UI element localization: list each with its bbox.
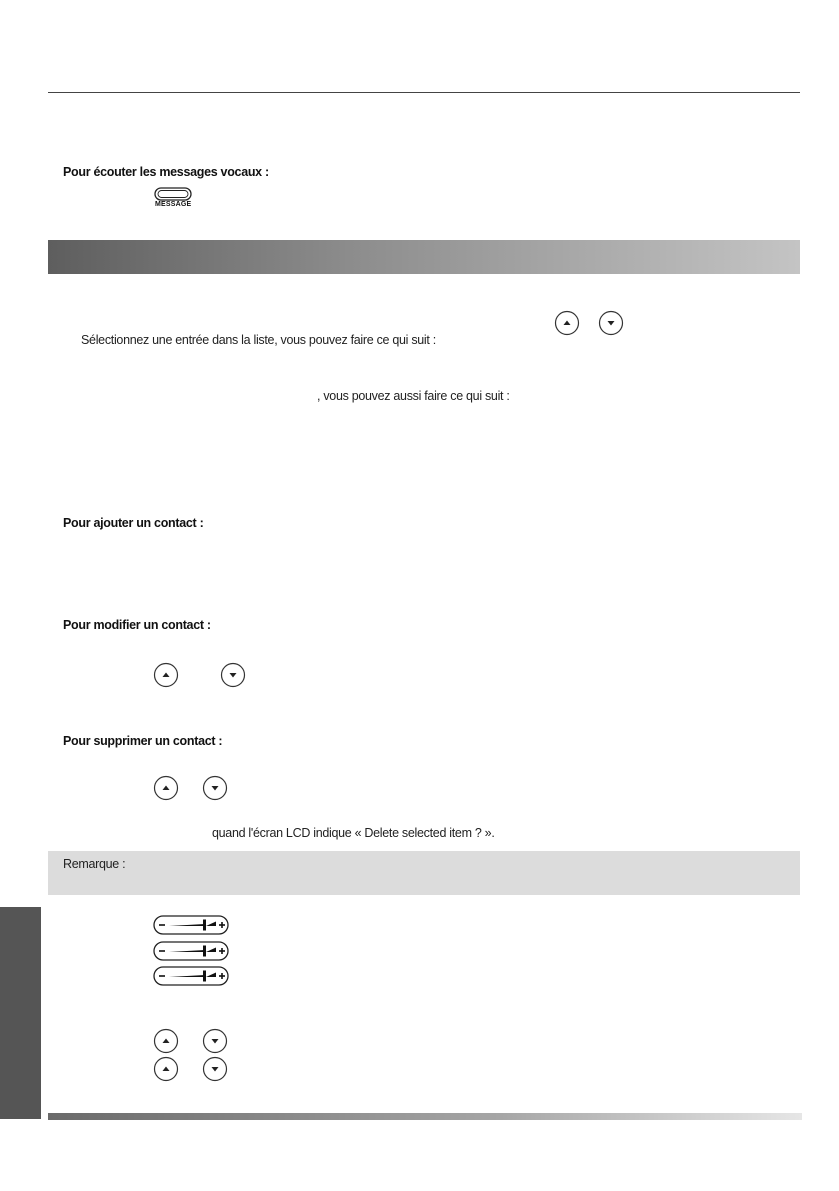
volume-key-icon bbox=[153, 966, 229, 986]
heading-voicemail: Pour écouter les messages vocaux : bbox=[63, 165, 269, 179]
heading-add-contact: Pour ajouter un contact : bbox=[63, 516, 204, 530]
up-arrow-key-icon bbox=[554, 310, 580, 336]
note-label: Remarque : bbox=[63, 857, 126, 871]
footer-bar bbox=[48, 1113, 802, 1120]
volume-key-icon bbox=[153, 915, 229, 935]
down-arrow-key-icon bbox=[202, 1028, 228, 1054]
heading-edit-contact: Pour modifier un contact : bbox=[63, 618, 211, 632]
section-header-bar bbox=[48, 240, 800, 274]
up-arrow-key-icon bbox=[153, 662, 179, 688]
heading-delete-contact: Pour supprimer un contact : bbox=[63, 734, 223, 748]
side-tab bbox=[0, 907, 41, 1119]
note-box bbox=[48, 851, 800, 895]
text-lcd-prompt: quand l'écran LCD indique « Delete selected item ? ». bbox=[212, 826, 495, 840]
down-arrow-key-icon bbox=[220, 662, 246, 688]
down-arrow-key-icon bbox=[202, 1056, 228, 1082]
volume-key-icon bbox=[153, 941, 229, 961]
up-arrow-key-icon bbox=[153, 1056, 179, 1082]
down-arrow-key-icon bbox=[202, 775, 228, 801]
down-arrow-key-icon bbox=[598, 310, 624, 336]
text-also-do: , vous pouvez aussi faire ce qui suit : bbox=[317, 389, 510, 403]
text-select-entry: Sélectionnez une entrée dans la liste, vous pouvez faire ce qui suit : bbox=[81, 333, 436, 347]
message-key-label: MESSAGE bbox=[155, 201, 192, 208]
header-rule bbox=[48, 92, 800, 93]
message-key-icon bbox=[154, 187, 192, 209]
up-arrow-key-icon bbox=[153, 775, 179, 801]
up-arrow-key-icon bbox=[153, 1028, 179, 1054]
